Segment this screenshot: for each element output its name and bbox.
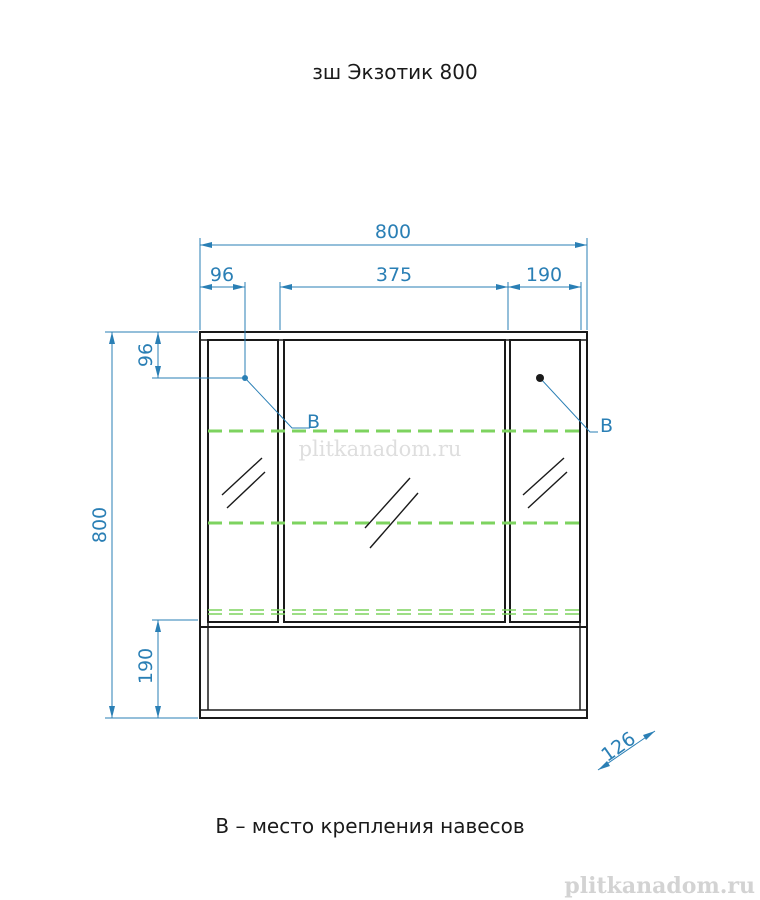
- arrow-s3-l: [508, 284, 520, 290]
- label-height: 800: [89, 506, 111, 544]
- mirror-mark-mid-1: [365, 478, 410, 528]
- label-hook-offset: 96: [135, 342, 157, 368]
- arrow-s1-r: [233, 284, 245, 290]
- dimension-lines: [105, 238, 655, 770]
- mirror-mark-left-1: [222, 458, 262, 495]
- arrow-w-l: [200, 242, 212, 248]
- arrow-s2-l: [280, 284, 292, 290]
- hook-label-left: B: [307, 411, 321, 433]
- label-overall-width: 800: [374, 221, 412, 243]
- arrow-bs-b: [155, 706, 161, 718]
- arrow-d-r: [643, 731, 655, 740]
- dimension-arrows: [109, 242, 655, 770]
- label-right-section: 190: [525, 264, 563, 286]
- left-door: [208, 340, 278, 622]
- mirror-mark-mid-2: [370, 493, 418, 548]
- label-bottom-shelf: 190: [135, 647, 157, 685]
- mirror-mark-right-1: [523, 458, 564, 495]
- drawing-title: зш Экзотик 800: [312, 60, 478, 84]
- hook-point-left: [242, 375, 248, 381]
- label-middle-section: 375: [375, 264, 413, 286]
- arrow-o-t: [155, 332, 161, 344]
- right-door: [510, 340, 580, 622]
- middle-door: [284, 340, 505, 622]
- mirror-hatch: [222, 458, 567, 548]
- mirror-mark-left-2: [227, 472, 265, 508]
- hook-label-right: B: [600, 415, 614, 437]
- arrow-bs-t: [155, 620, 161, 632]
- arrow-h-t: [109, 332, 115, 344]
- arrow-w-r: [575, 242, 587, 248]
- arrow-s3-r: [569, 284, 581, 290]
- watermark-corner: plitkanadom.ru: [564, 873, 755, 899]
- cabinet-body: [200, 332, 587, 718]
- legend-text: В – место крепления навесов: [215, 814, 525, 838]
- hook-point-right: [536, 374, 544, 382]
- arrow-s2-r: [496, 284, 508, 290]
- arrow-h-b: [109, 706, 115, 718]
- cabinet-frame: [200, 332, 587, 718]
- watermark-center: plitkanadom.ru: [298, 437, 462, 461]
- mirror-mark-right-2: [528, 472, 567, 508]
- label-depth: 126: [597, 727, 640, 767]
- hook-leader-right: [540, 378, 598, 432]
- label-left-section: 96: [209, 264, 235, 286]
